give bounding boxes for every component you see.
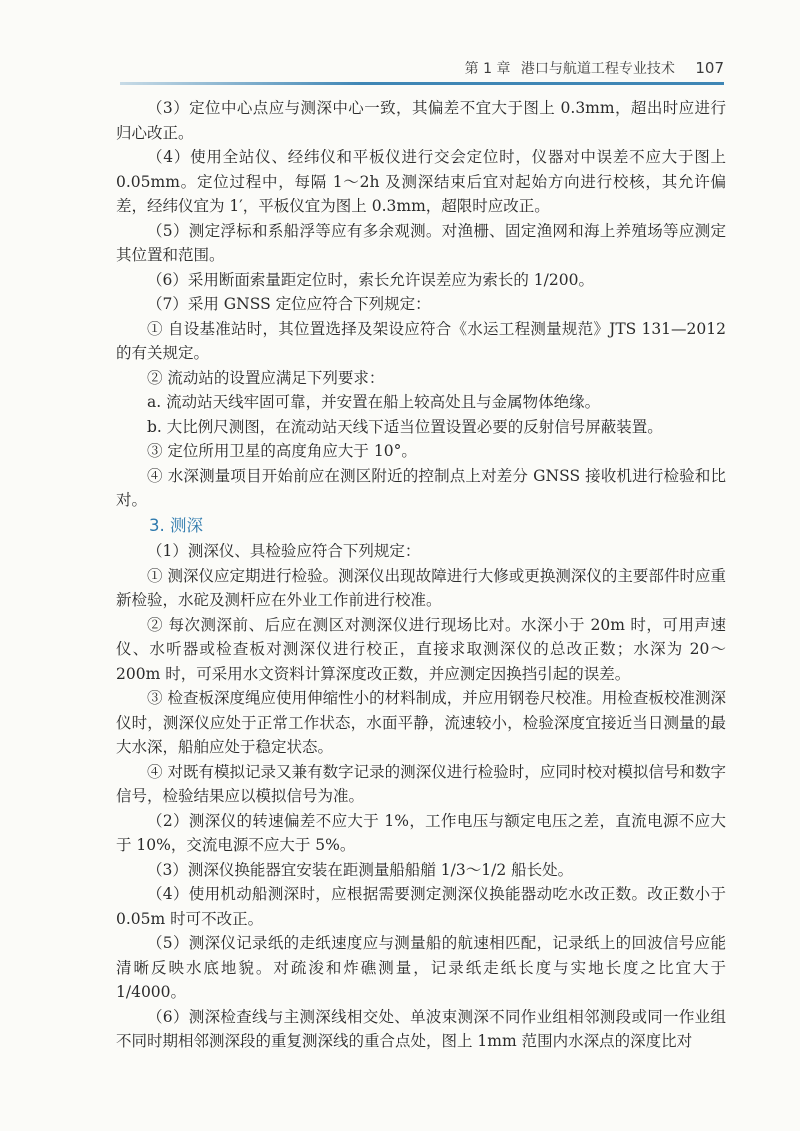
paragraph: （4）使用全站仪、经纬仪和平板仪进行交会定位时，仪器对中误差不应大于图上 0.05mm。定位过程中，每隔 1～2h 及测深结束后宜对起始方向进行校核，其允许偏差，经纬仪宜为 1′，平板仪宜为图上 0.3mm，超限时应改正。 bbox=[116, 148, 726, 215]
paragraph: ④ 对既有模拟记录又兼有数字记录的测深仪进行检验时，应同时校对模拟信号和数字信号，检验结果应以模拟信号为准。 bbox=[116, 762, 726, 805]
paragraph: （5）测深仪记录纸的走纸速度应与测量船的航速相匹配，记录纸上的回波信号应能清晰反映水底地貌。对疏浚和炸礁测量，记录纸走纸长度与实地长度之比宜大于 1/4000。 bbox=[116, 934, 726, 1001]
paragraph: ① 自设基准站时，其位置选择及架设应符合《水运工程测量规范》JTS 131—2012 的有关规定。 bbox=[116, 319, 726, 362]
paragraph: a. 流动站天线牢固可靠，并安置在船上较高处且与金属物体绝缘。 bbox=[147, 393, 601, 411]
paragraph: （4）使用机动船测深时，应根据需要测定测深仪换能器动吃水改正数。改正数小于 0.05m 时可不改正。 bbox=[116, 885, 726, 928]
chapter-number: 第 1 章 bbox=[464, 61, 511, 77]
paragraph: （7）采用 GNSS 定位应符合下列规定： bbox=[147, 295, 431, 313]
section-heading: 3. 测深 bbox=[149, 515, 203, 535]
paragraph: （1）测深仪、具检验应符合下列规定： bbox=[147, 542, 421, 560]
running-head bbox=[465, 58, 724, 78]
paragraph: （5）测定浮标和系船浮等应有多余观测。对渔栅、固定渔网和海上养殖场等应测定其位置和范围。 bbox=[116, 221, 726, 264]
paragraph: ③ 定位所用卫星的高度角应大于 10°。 bbox=[147, 442, 417, 460]
paragraph: （3）测深仪换能器宜安装在距测量船船艏 1/3～1/2 船长处。 bbox=[147, 860, 574, 879]
paragraph: （6）采用断面索量距定位时，索长允许误差应为索长的 1/200。 bbox=[147, 270, 594, 289]
chapter-title: 港口与航道工程专业技术 bbox=[520, 61, 675, 77]
page-number: 107 bbox=[695, 59, 724, 77]
paragraph: ④ 水深测量项目开始前应在测区附近的控制点上对差分 GNSS 接收机进行检验和比对。 bbox=[116, 466, 726, 509]
paragraph: b. 大比例尺测图，在流动站天线下适当位置设置必要的反射信号屏蔽装置。 bbox=[147, 417, 663, 436]
page-header bbox=[0, 0, 800, 92]
paragraph: （2）测深仪的转速偏差不应大于 1%，工作电压与额定电压之差，直流电源不应大于 10%，交流电源不应大于 5%。 bbox=[116, 811, 726, 854]
header-rule bbox=[120, 82, 724, 85]
body-text bbox=[116, 96, 726, 1054]
paragraph: （3）定位中心点应与测深中心一致，其偏差不宜大于图上 0.3mm，超出时应进行归心改正。 bbox=[116, 99, 726, 142]
paragraph: ② 流动站的设置应满足下列要求： bbox=[147, 368, 385, 387]
paragraph: ① 测深仪应定期进行检验。测深仪出现故障进行大修或更换测深仪的主要部件时应重新检验，水砣及测杆应在外业工作前进行校准。 bbox=[116, 566, 726, 609]
paragraph: （6）测深检查线与主测深线相交处、单波束测深不同作业组相邻测段或同一作业组不同时期相邻测深段的重复测深线的重合点处，图上 1mm 范围内水深点的深度比对 bbox=[116, 1007, 726, 1050]
paragraph: ③ 检查板深度绳应使用伸缩性小的材料制成，并应用钢卷尺校准。用检查板校准测深仪时，测深仪应处于正常工作状态，水面平静，流速较小，检验深度宜接近当日测量的最大水深，船舶应处于稳定状态。 bbox=[116, 689, 726, 756]
paragraph: ② 每次测深前、后应在测区对测深仪进行现场比对。水深小于 20m 时，可用声速仪、水听器或检查板对测深仪进行校正，直接求取测深仪的总改正数；水深为 20～200m 时，可采用水文资料计算深度改正数，并应测定因换挡引起的误差。 bbox=[116, 615, 726, 683]
